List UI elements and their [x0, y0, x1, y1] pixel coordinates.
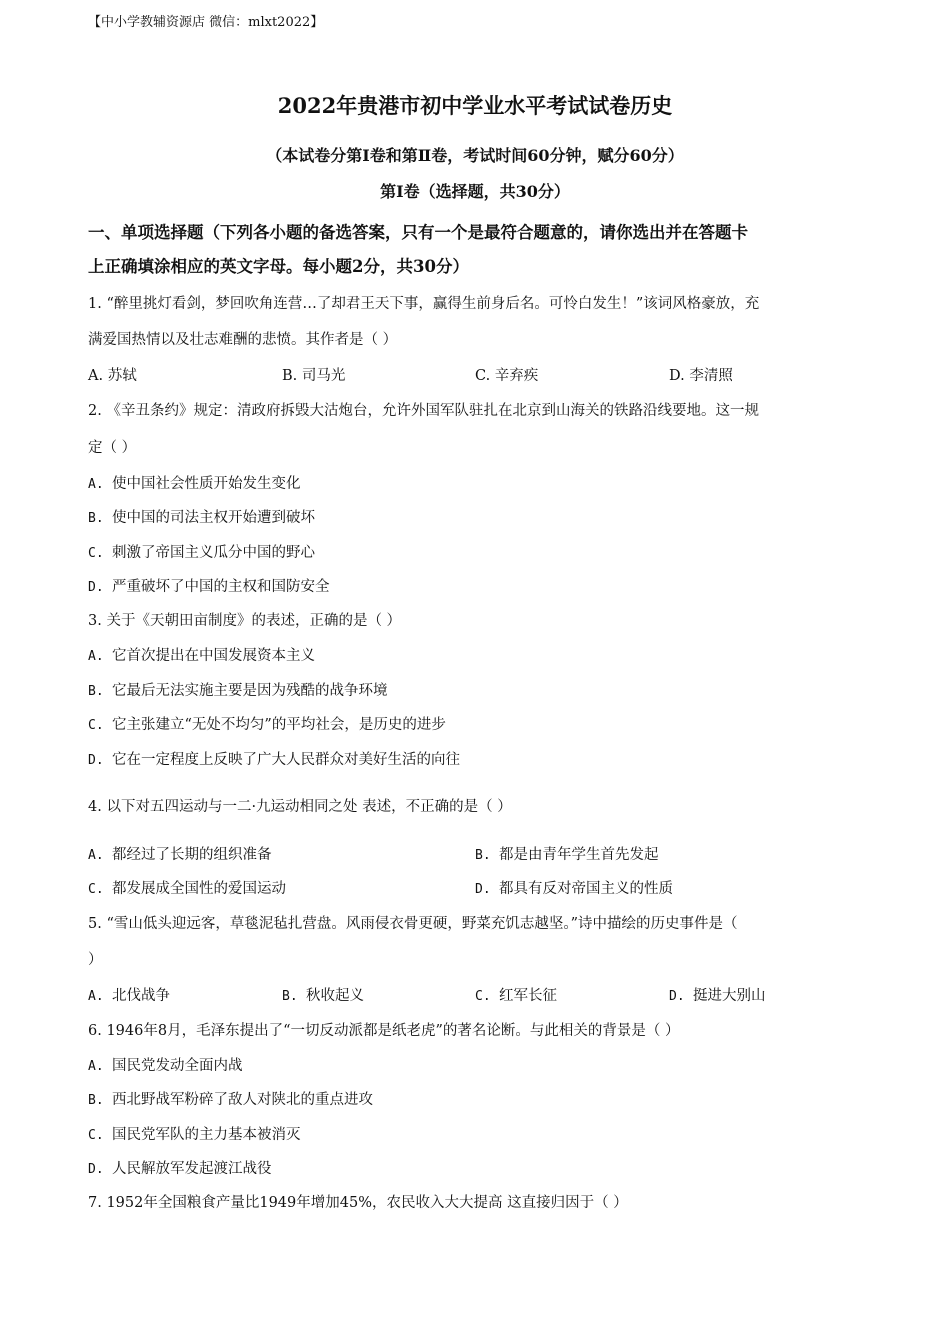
part-heading: 第Ⅰ卷（选择题，共30分）	[380, 182, 570, 201]
section-heading-line: 上正确填涂相应的英文字母。每小题2分，共30分）	[88, 257, 469, 276]
question-5-stem-cont: ）	[88, 952, 103, 968]
option: B. 秋收起义	[282, 988, 364, 1004]
option: B. 使中国的司法主权开始遭到破坏	[88, 510, 315, 526]
section-heading	[88, 216, 864, 284]
option: D. 都具有反对帝国主义的性质	[475, 881, 673, 897]
question-7-stem: 7. 1952年全国粮食产量比1949年增加45%，农民收入大大提高 这直接归因于（ ）	[88, 1195, 628, 1211]
option: B. 它最后无法实施主要是因为残酷的战争环境	[88, 683, 388, 699]
question-5-options	[88, 986, 864, 1006]
option: B. 西北野战军粉碎了敌人对陕北的重点进攻	[88, 1092, 373, 1108]
option: A. 使中国社会性质开始发生变化	[88, 476, 301, 492]
question-6-stem: 6. 1946年8月，毛泽东提出了“一切反动派都是纸老虎”的著名论断。与此相关的背景是（ ）	[88, 1023, 680, 1039]
option: C. 都发展成全国性的爱国运动	[88, 881, 286, 897]
question-1-options	[88, 366, 864, 386]
question-4-stem: 4. 以下对五四运动与一二·九运动相同之处 表述，不正确的是（ ）	[88, 799, 512, 815]
option: C. 辛弃疾	[475, 368, 539, 384]
question-1-stem: 1. “醉里挑灯看剑，梦回吹角连营…了却君王天下事，赢得生前身后名。可怜白发生！”该词风格豪放，充	[88, 296, 760, 312]
option: C. 国民党军队的主力基本被消灭	[88, 1127, 301, 1143]
section-heading-line: 一、单项选择题（下列各小题的备选答案，只有一个是最符合题意的，请你选出并在答题卡	[88, 223, 748, 242]
option: A. 国民党发动全面内战	[88, 1058, 243, 1074]
question-2-stem-cont: 定（ ）	[88, 440, 137, 456]
option: A. 北伐战争	[88, 988, 170, 1004]
question-1-stem-cont: 满爱国热情以及壮志难酬的悲愤。其作者是（ ）	[88, 332, 398, 348]
option: D. 李清照	[669, 368, 733, 384]
option: A. 苏轼	[88, 368, 137, 384]
option: A. 它首次提出在中国发展资本主义	[88, 648, 315, 664]
option: D. 它在一定程度上反映了广大人民群众对美好生活的向往	[88, 752, 460, 768]
option: B. 都是由青年学生首先发起	[475, 847, 659, 863]
option: C. 刺激了帝国主义瓜分中国的野心	[88, 545, 315, 561]
question-4-options	[88, 879, 864, 899]
option: D. 挺进大别山	[669, 988, 766, 1004]
question-2-stem: 2. 《辛丑条约》规定：清政府拆毁大沽炮台，允许外国军队驻扎在北京到山海关的铁路沿线要地。这一规	[88, 403, 759, 419]
option: D. 人民解放军发起渡江战役	[88, 1161, 272, 1177]
option: B. 司马光	[282, 368, 346, 384]
question-5-stem: 5. “雪山低头迎远客，草毯泥毡扎营盘。风雨侵衣骨更硬，野菜充饥志越坚。”诗中描绘的历史事件是（	[88, 916, 738, 932]
option: C. 红军长征	[475, 988, 557, 1004]
option: C. 它主张建立“无处不均匀”的平均社会，是历史的进步	[88, 717, 446, 733]
exam-subtitle: （本试卷分第Ⅰ卷和第Ⅱ卷，考试时间60分钟，赋分60分）	[266, 146, 684, 165]
option: A. 都经过了长期的组织准备	[88, 847, 272, 863]
question-3-stem: 3. 关于《天朝田亩制度》的表述，正确的是（ ）	[88, 613, 402, 629]
question-4-options	[88, 845, 864, 865]
option: D. 严重破坏了中国的主权和国防安全	[88, 579, 330, 595]
page-title: 2022年贵港市初中学业水平考试试卷历史	[277, 93, 673, 118]
header-note: 【中小学教辅资源店 微信：mlxt2022】	[88, 15, 324, 30]
